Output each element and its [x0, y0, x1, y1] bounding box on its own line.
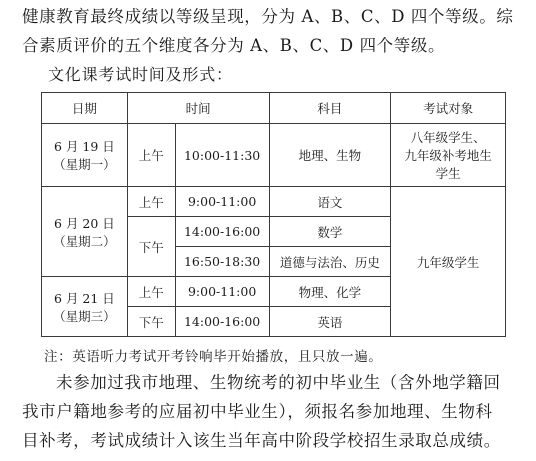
subject-cell: 物理、化学: [269, 277, 391, 307]
intro-line-1: 健康教育最终成绩以等级呈现，分为 A、B、C、D 四个等级。综: [22, 7, 514, 26]
para2-line-2: 我市户籍地参考的应届初中毕业生），须报名参加地理、生物科: [22, 402, 493, 421]
time-cell: 10:00-11:30: [175, 124, 269, 187]
subject-cell: 语文: [269, 187, 391, 217]
time-cell: 9:00-11:00: [175, 277, 269, 307]
subject-cell: 地理、生物: [269, 124, 391, 187]
weekday-day1: （星期一）: [53, 157, 116, 172]
target-cell: [391, 124, 506, 187]
time-cell: 14:00-16:00: [175, 307, 269, 337]
weekday-day2: （星期二）: [53, 233, 116, 249]
para2-line-1: 未参加过我市地理、生物统考的初中毕业生（含外地学籍回: [56, 373, 501, 392]
weekday-day3: （星期三）: [53, 308, 116, 324]
subject-cell: 数学: [269, 217, 391, 247]
table-header-row: [42, 93, 506, 124]
period-cell: 上午: [127, 277, 175, 307]
table-note: 注：英语听力考试开考铃响毕开始播放，且只放一遍。: [44, 349, 383, 365]
target-line: 八年级学生、: [410, 130, 486, 145]
date-day1: 6 月 19 日: [54, 139, 115, 154]
subject-cell: 英语: [269, 307, 391, 337]
intro-paragraph: [22, 2, 522, 60]
time-cell: 14:00-16:00: [175, 217, 269, 247]
subject-cell: 道德与法治、历史: [269, 247, 391, 277]
section-title: 文化课考试时间及形式：: [48, 65, 233, 84]
period-cell: 上午: [127, 124, 175, 187]
table-row: [42, 187, 506, 217]
period-cell: 下午: [127, 217, 175, 277]
date-day2: 6 月 20 日: [54, 215, 115, 231]
para2-line-3: 目补考，考试成绩计入该生当年高中阶段学校招生录取总成绩。: [22, 431, 501, 450]
header-subject: 科目: [269, 93, 391, 124]
header-target: 考试对象: [391, 93, 506, 124]
date-cell: [42, 187, 128, 277]
date-cell: [42, 124, 128, 187]
time-cell: 9:00-11:00: [175, 187, 269, 217]
exam-schedule-table: [41, 92, 506, 337]
target-cell: 九年级学生: [391, 187, 506, 337]
table-row: [42, 124, 506, 187]
header-time: 时间: [127, 93, 269, 124]
date-cell: [42, 277, 128, 337]
target-line: 学生: [435, 166, 461, 181]
makeup-exam-paragraph: [22, 368, 522, 455]
intro-line-2: 合素质评价的五个维度各分为 A、B、C、D 四个等级。: [22, 36, 446, 55]
target-line: 九年级补考地生: [404, 148, 492, 163]
period-cell: 下午: [127, 307, 175, 337]
time-cell: 16:50-18:30: [175, 247, 269, 277]
period-cell: 上午: [127, 187, 175, 217]
header-date: 日期: [42, 93, 128, 124]
date-day3: 6 月 21 日: [54, 290, 115, 306]
